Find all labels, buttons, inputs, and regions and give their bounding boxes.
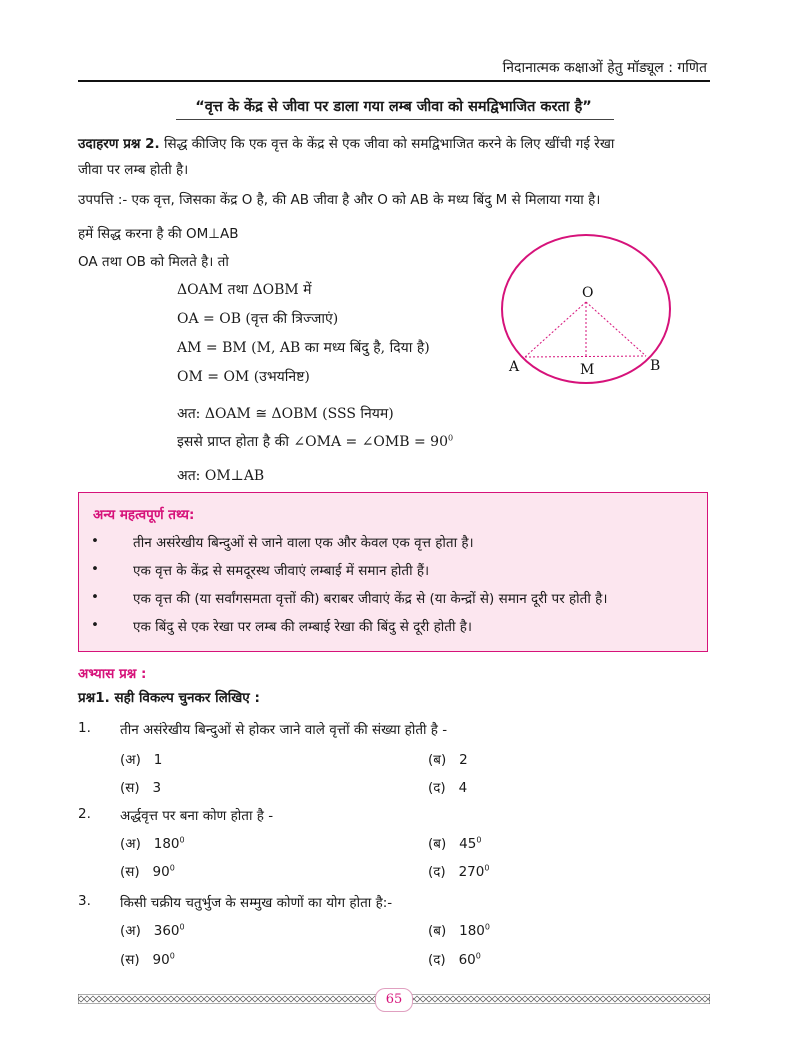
degree-sup: 0 — [476, 835, 482, 845]
facts-box — [78, 492, 708, 652]
fact-text: एक बिंदु से एक रेखा पर लम्ब की लम्बाई रेखा की बिंदु से दूरी होती है। — [133, 619, 473, 635]
degree-sup: 0 — [179, 835, 185, 845]
label-b: B — [650, 358, 661, 374]
proof-statement: उपपत्ति :- एक वृत्त, जिसका केंद्र O है, की AB जीवा है और O को AB के मध्य बिंदु M से मिलाया गया है। — [78, 192, 601, 208]
angle-line — [177, 432, 453, 451]
option-label: (अ) — [120, 752, 141, 768]
fact-text: तीन असंरेखीय बिन्दुओं से जाने वाला एक और केवल एक वृत्त होता है। — [133, 535, 474, 551]
line-oa — [525, 302, 586, 357]
option-label: (द) — [428, 864, 446, 880]
option — [120, 950, 175, 968]
option-value: 180 — [153, 836, 180, 852]
option-label: (ब) — [428, 923, 447, 939]
option-label: (स) — [120, 864, 140, 880]
label-m: M — [580, 362, 595, 378]
degree-sup: 0 — [179, 922, 185, 932]
option-value: 180 — [459, 923, 485, 939]
degree-sup: 0 — [484, 863, 490, 873]
proof-step-1: ΔOAM तथा ΔOBM में — [177, 282, 312, 298]
question-number: 2. — [78, 806, 91, 822]
title-underline — [176, 119, 614, 120]
option-value: 60 — [458, 952, 476, 968]
option-value: 90 — [152, 864, 170, 880]
example-label: उदाहरण प्रश्न 2. — [78, 136, 160, 152]
question-text: किसी चक्रीय चतुर्भुज के सम्मुख कोणों का योग होता है:- — [120, 895, 393, 911]
question-text: अर्द्धवृत्त पर बना कोण होता है - — [120, 808, 274, 824]
option-label: (स) — [120, 780, 140, 796]
option-value: 2 — [459, 752, 468, 768]
bullet: • — [91, 617, 99, 633]
circle — [502, 235, 670, 383]
option — [120, 921, 185, 939]
example-line-1 — [78, 132, 710, 156]
option-value: 45 — [459, 836, 477, 852]
option — [428, 778, 467, 796]
degree-sup: 0 — [475, 951, 481, 961]
degree-sup: 0 — [169, 863, 175, 873]
label-o: O — [582, 285, 594, 301]
example-text-1: सिद्ध कीजिए कि एक वृत्त के केंद्र से एक जीवा को समद्विभाजित करने के लिए खींची गई रेखा — [163, 136, 615, 152]
option — [120, 750, 162, 768]
option — [120, 862, 175, 880]
degree-sup: 0 — [484, 922, 490, 932]
header-rule — [78, 80, 710, 82]
option-value: 4 — [458, 780, 468, 796]
practice-heading: अभ्यास प्रश्न : — [78, 666, 147, 682]
question-number: 1. — [78, 720, 91, 736]
bullet: • — [91, 589, 99, 605]
option-label: (द) — [428, 952, 446, 968]
option-label: (ब) — [428, 836, 447, 852]
proof-step-2: OA = OB (वृत्त की त्रिज्जाएं) — [177, 311, 339, 327]
line-ob — [586, 302, 646, 356]
option-value: 1 — [153, 752, 163, 768]
option-value: 3 — [152, 780, 162, 796]
circle-diagram — [495, 232, 695, 392]
label-a: A — [509, 359, 520, 375]
proof-step-3: AM = BM (M, AB का मध्य बिंदु है, दिया है) — [177, 340, 430, 356]
fact-text: एक वृत्त की (या सर्वांगसमता वृत्तों की) बराबर जीवाएं केंद्र से (या केन्द्रों से) समान दूरी पर होती है। — [133, 591, 608, 607]
option — [428, 921, 490, 939]
option-label: (ब) — [428, 752, 447, 768]
option-label: (स) — [120, 952, 140, 968]
option-label: (अ) — [120, 836, 141, 852]
page-number: 65 — [375, 988, 413, 1012]
angle-text: इससे प्राप्त होता है की ∠OMA = ∠OMB = 90 — [177, 434, 448, 450]
degree-sup: 0 — [447, 433, 454, 443]
question-text: तीन असंरेखीय बिन्दुओं से होकर जाने वाले वृत्तों की संख्या होती है - — [120, 722, 448, 738]
option — [428, 950, 481, 968]
example-text-2: जीवा पर लम्ब होती है। — [78, 162, 189, 178]
option-label: (अ) — [120, 923, 141, 939]
option — [120, 778, 161, 796]
question-number: 3. — [78, 893, 91, 909]
degree-sup: 0 — [169, 951, 175, 961]
page-header: निदानात्मक कक्षाओं हेतु मॉड्यूल : गणित — [502, 60, 707, 76]
option — [120, 834, 185, 852]
option-value: 360 — [153, 923, 180, 939]
facts-title: अन्य महत्वपूर्ण तथ्य: — [93, 507, 195, 523]
option — [428, 834, 481, 852]
option — [428, 862, 489, 880]
option-label: (द) — [428, 780, 446, 796]
option — [428, 750, 468, 768]
option-value: 90 — [152, 952, 170, 968]
bullet: • — [91, 561, 99, 577]
conclusion: अत: OM⊥AB — [177, 468, 265, 484]
section-title: “वृत्त के केंद्र से जीवा पर डाला गया लम्ब जीवा को समद्विभाजित करता है” — [195, 99, 592, 115]
proof-step-4: OM = OM (उभयनिष्ट) — [177, 369, 310, 385]
practice-question-title: प्रश्न1. सही विकल्प चुनकर लिखिए : — [78, 690, 260, 706]
chord-ab — [525, 356, 646, 357]
to-prove: हमें सिद्ध करना है की OM⊥AB — [78, 226, 239, 242]
congruence-line: अत: ΔOAM ≅ ΔOBM (SSS नियम) — [177, 406, 394, 422]
option-value: 270 — [458, 864, 485, 880]
fact-text: एक वृत्त के केंद्र से समदूरस्थ जीवाएं लम्बाई में समान होती हैं। — [133, 563, 430, 579]
bullet: • — [91, 533, 99, 549]
join-statement: OA तथा OB को मिलते है। तो — [78, 254, 229, 270]
